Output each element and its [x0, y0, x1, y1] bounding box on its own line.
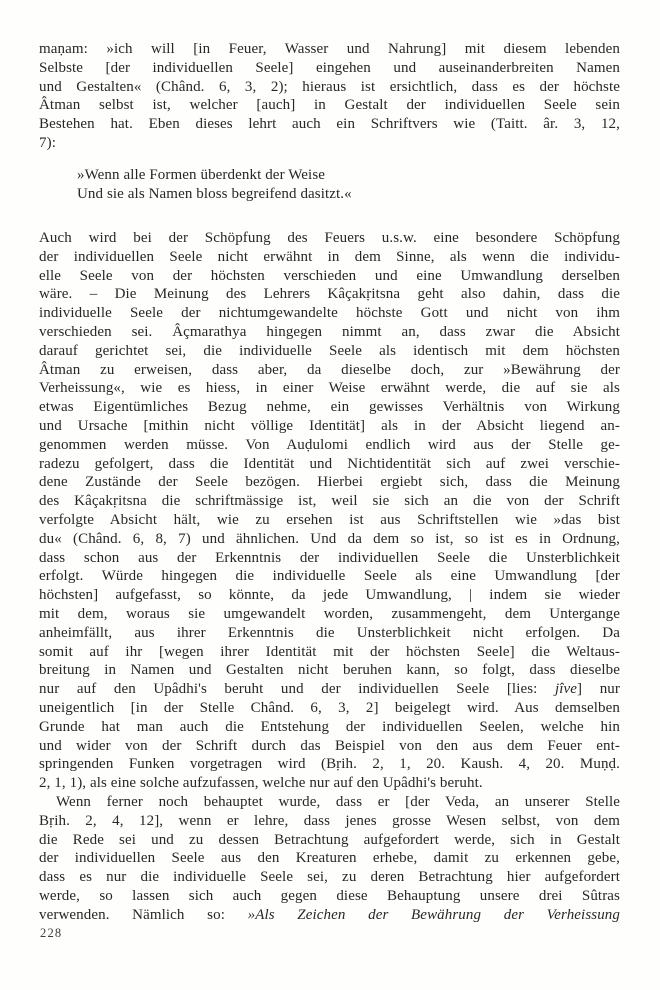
text-segment: nur auf den Upâdhi's beruht und der individuellen Seele [lies:	[39, 681, 555, 698]
text-line	[39, 643, 620, 662]
text-segment: Verheissung«, wie es hiess, in einer Weise erwähnt werde, die auf sie als	[39, 380, 620, 397]
text-segment: 2, 1, 1), als eine solche aufzufassen, welche nur auf den Upâdhi's beruht.	[39, 775, 483, 792]
text-segment: dene Zustände der Seele bezögen. Hierbei ergiebt sich, dass die Meinung	[39, 474, 620, 491]
text-segment: somit auf ihr [wegen ihrer Identität mit der höchsten Seele] die Weltaus-	[39, 643, 620, 660]
paragraph-main	[39, 229, 620, 793]
italic-text-segment: »Als Zeichen der Bewährung der Verheissung	[247, 906, 620, 923]
text-line	[39, 831, 620, 850]
text-line	[39, 680, 620, 699]
text-line	[39, 812, 620, 831]
text-segment: anheimfällt, aus ihrer Erkenntnis die Unsterblichkeit nicht erfolgen. Da	[39, 624, 620, 641]
text-segment: verwenden. Nämlich so:	[39, 906, 248, 923]
text-segment: der individuellen Seele nicht erwähnt in dem Sinne, als wenn die individu-	[39, 248, 620, 265]
text-line	[39, 248, 620, 267]
text-segment: breitung in Namen und Gestalten nicht beruhen kann, so folgt, dass dieselbe	[39, 662, 620, 679]
text-line	[39, 887, 620, 906]
paragraph-opening	[39, 40, 620, 153]
text-line	[39, 115, 620, 134]
text-line	[39, 868, 620, 887]
text-line	[39, 96, 620, 115]
text-line	[39, 59, 620, 78]
text-line	[39, 267, 620, 286]
text-line	[39, 455, 620, 474]
text-segment: du« (Chând. 6, 8, 7) und ähnlichen. Und da dem so ist, so ist es in Ordnung,	[39, 530, 620, 547]
text-segment: werde, so lassen sich auch gegen diese Behauptung unsere drei Sûtras	[39, 887, 620, 904]
text-segment: genommen werden müsse. Von Auḍulomi endlich wird aus der Stelle ge-	[39, 436, 620, 453]
text-line	[39, 849, 620, 868]
text-segment: und Ursache [mithin nicht völlige Identität] als in der Absicht liegend an-	[39, 417, 620, 434]
text-segment: der individuellen Seele aus den Kreaturen erhebe, damit zu erkennen gebe,	[39, 850, 620, 867]
text-segment: Wenn ferner noch behauptet wurde, dass er [der Veda, an unserer Stelle	[56, 794, 620, 810]
text-line	[39, 755, 620, 774]
text-line	[39, 586, 620, 605]
text-segment: Auch wird bei der Schöpfung des Feuers u.s.w. eine besondere Schöpfung	[39, 230, 620, 246]
text-line	[39, 549, 620, 568]
text-line	[39, 379, 620, 398]
text-segment: elle Seele von der höchsten verschieden und eine Umwandlung derselben	[39, 267, 620, 284]
text-line	[39, 229, 620, 248]
text-segment: Âtman zu erweisen, dass aber, da dieselbe doch, zur »Bewährung der	[39, 361, 620, 378]
text-line	[39, 361, 620, 380]
text-line	[39, 285, 620, 304]
text-line	[39, 661, 620, 680]
text-segment: Grunde hat man auch die Entstehung der individuellen Seelen, welche hin	[39, 718, 620, 735]
text-line	[39, 737, 620, 756]
text-line	[39, 342, 620, 361]
text-segment: des Kâçakṛitsna die schriftmässige ist, weil sie sich an die von der Schrift	[39, 493, 620, 510]
text-segment: uneigentlich [in der Stelle Chând. 6, 3, 2] beigelegt wird. Aus demselben	[39, 699, 620, 716]
text-segment: Und sie als Namen bloss begreifend dasitzt.«	[77, 185, 352, 202]
text-segment: springenden Funken vorgetragen wird (Bṛih. 2, 1, 20. Kaush. 4, 20. Muṇḍ.	[39, 756, 620, 773]
text-segment: verschieden sei. Âçmarathya hingegen nimmt an, dass zwar die Absicht	[39, 323, 620, 340]
text-line	[39, 624, 620, 643]
text-line	[39, 40, 620, 59]
text-segment: ] nur	[577, 681, 620, 698]
text-segment: höchsten] aufgefasst, so könnte, da jede Umwandlung, | indem sie wieder	[39, 587, 620, 604]
text-segment: mit dem, woraus sie umgewandelt worden, zusammengeht, dem Untergange	[39, 605, 620, 622]
text-line	[39, 398, 620, 417]
text-segment: die Rede sei und zu dessen Betrachtung aufgefordert werde, sich in Gestalt	[39, 831, 620, 848]
text-line	[39, 699, 620, 718]
text-line	[39, 530, 620, 549]
text-segment: erfolgt. Würde hingegen die individuelle Seele als eine Umwandlung [der	[39, 568, 620, 585]
text-segment: und Gestalten« (Chând. 6, 3, 2); hieraus ist ersichtlich, dass es der höchste	[39, 78, 620, 95]
text-segment: Âtman selbst ist, welcher [auch] in Gestalt der individuellen Seele sein	[39, 97, 620, 114]
verse-quote	[77, 166, 597, 204]
text-segment: individuelle Seele der nichtumgewandelte höchste Gott und nicht von ihm	[39, 305, 620, 322]
text-segment: »Wenn alle Formen überdenkt der Weise	[77, 167, 326, 183]
page-number: 228	[40, 926, 63, 940]
text-line	[39, 323, 620, 342]
text-segment: maṇam: »ich will [in Feuer, Wasser und Nahrung] mit diesem lebenden	[39, 41, 620, 57]
text-segment: dass schon aus der Erkenntnis der individuellen Seele die Unsterblichkeit	[39, 549, 620, 566]
text-line	[77, 166, 597, 185]
text-line	[39, 511, 620, 530]
text-line	[39, 304, 620, 323]
text-line	[39, 774, 620, 793]
text-segment: verfolgte Absicht hält, wie zu ersehen ist aus Schriftstellen wie »das bist	[39, 511, 620, 528]
text-segment: 7):	[39, 134, 56, 151]
text-segment: Bestehen hat. Eben dieses lehrt auch ein Schriftvers wie (Taitt. âr. 3, 12,	[39, 116, 620, 133]
text-segment: etwas Eigentümliches Bezug nehme, ein gewisses Verhältnis von Wirkung	[39, 399, 620, 416]
text-segment: darauf gerichtet sei, die individuelle Seele als identisch mit dem höchsten	[39, 342, 620, 359]
text-line	[39, 78, 620, 97]
text-line	[39, 436, 620, 455]
text-line	[39, 605, 620, 624]
text-line	[39, 906, 620, 925]
text-line	[77, 185, 597, 204]
text-segment: wäre. – Die Meinung des Lehrers Kâçakṛitsna geht also dahin, dass die	[39, 286, 620, 303]
text-segment: Selbste [der individuellen Seele] eingehen und auseinanderbreiten Namen	[39, 59, 620, 76]
italic-text-segment: jîve	[554, 681, 578, 698]
text-line	[39, 567, 620, 586]
text-line	[39, 793, 620, 812]
text-line	[39, 473, 620, 492]
text-segment: Bṛih. 2, 4, 12], wenn er lehre, dass jenes grosse Wesen selbst, von dem	[39, 812, 620, 829]
text-line	[39, 718, 620, 737]
paragraph-closing	[39, 793, 620, 925]
text-line	[39, 134, 620, 153]
text-line	[39, 492, 620, 511]
text-segment: dass es nur die individuelle Seele sei, zu deren Betrachtung hier aufgefordert	[39, 869, 620, 886]
text-line	[39, 417, 620, 436]
text-segment: radezu gefolgert, dass die Identität und Nichtidentität sich auf zwei verschie-	[39, 455, 620, 472]
text-segment: und wider von der Schrift durch das Beispiel von den aus dem Feuer ent-	[39, 737, 620, 754]
